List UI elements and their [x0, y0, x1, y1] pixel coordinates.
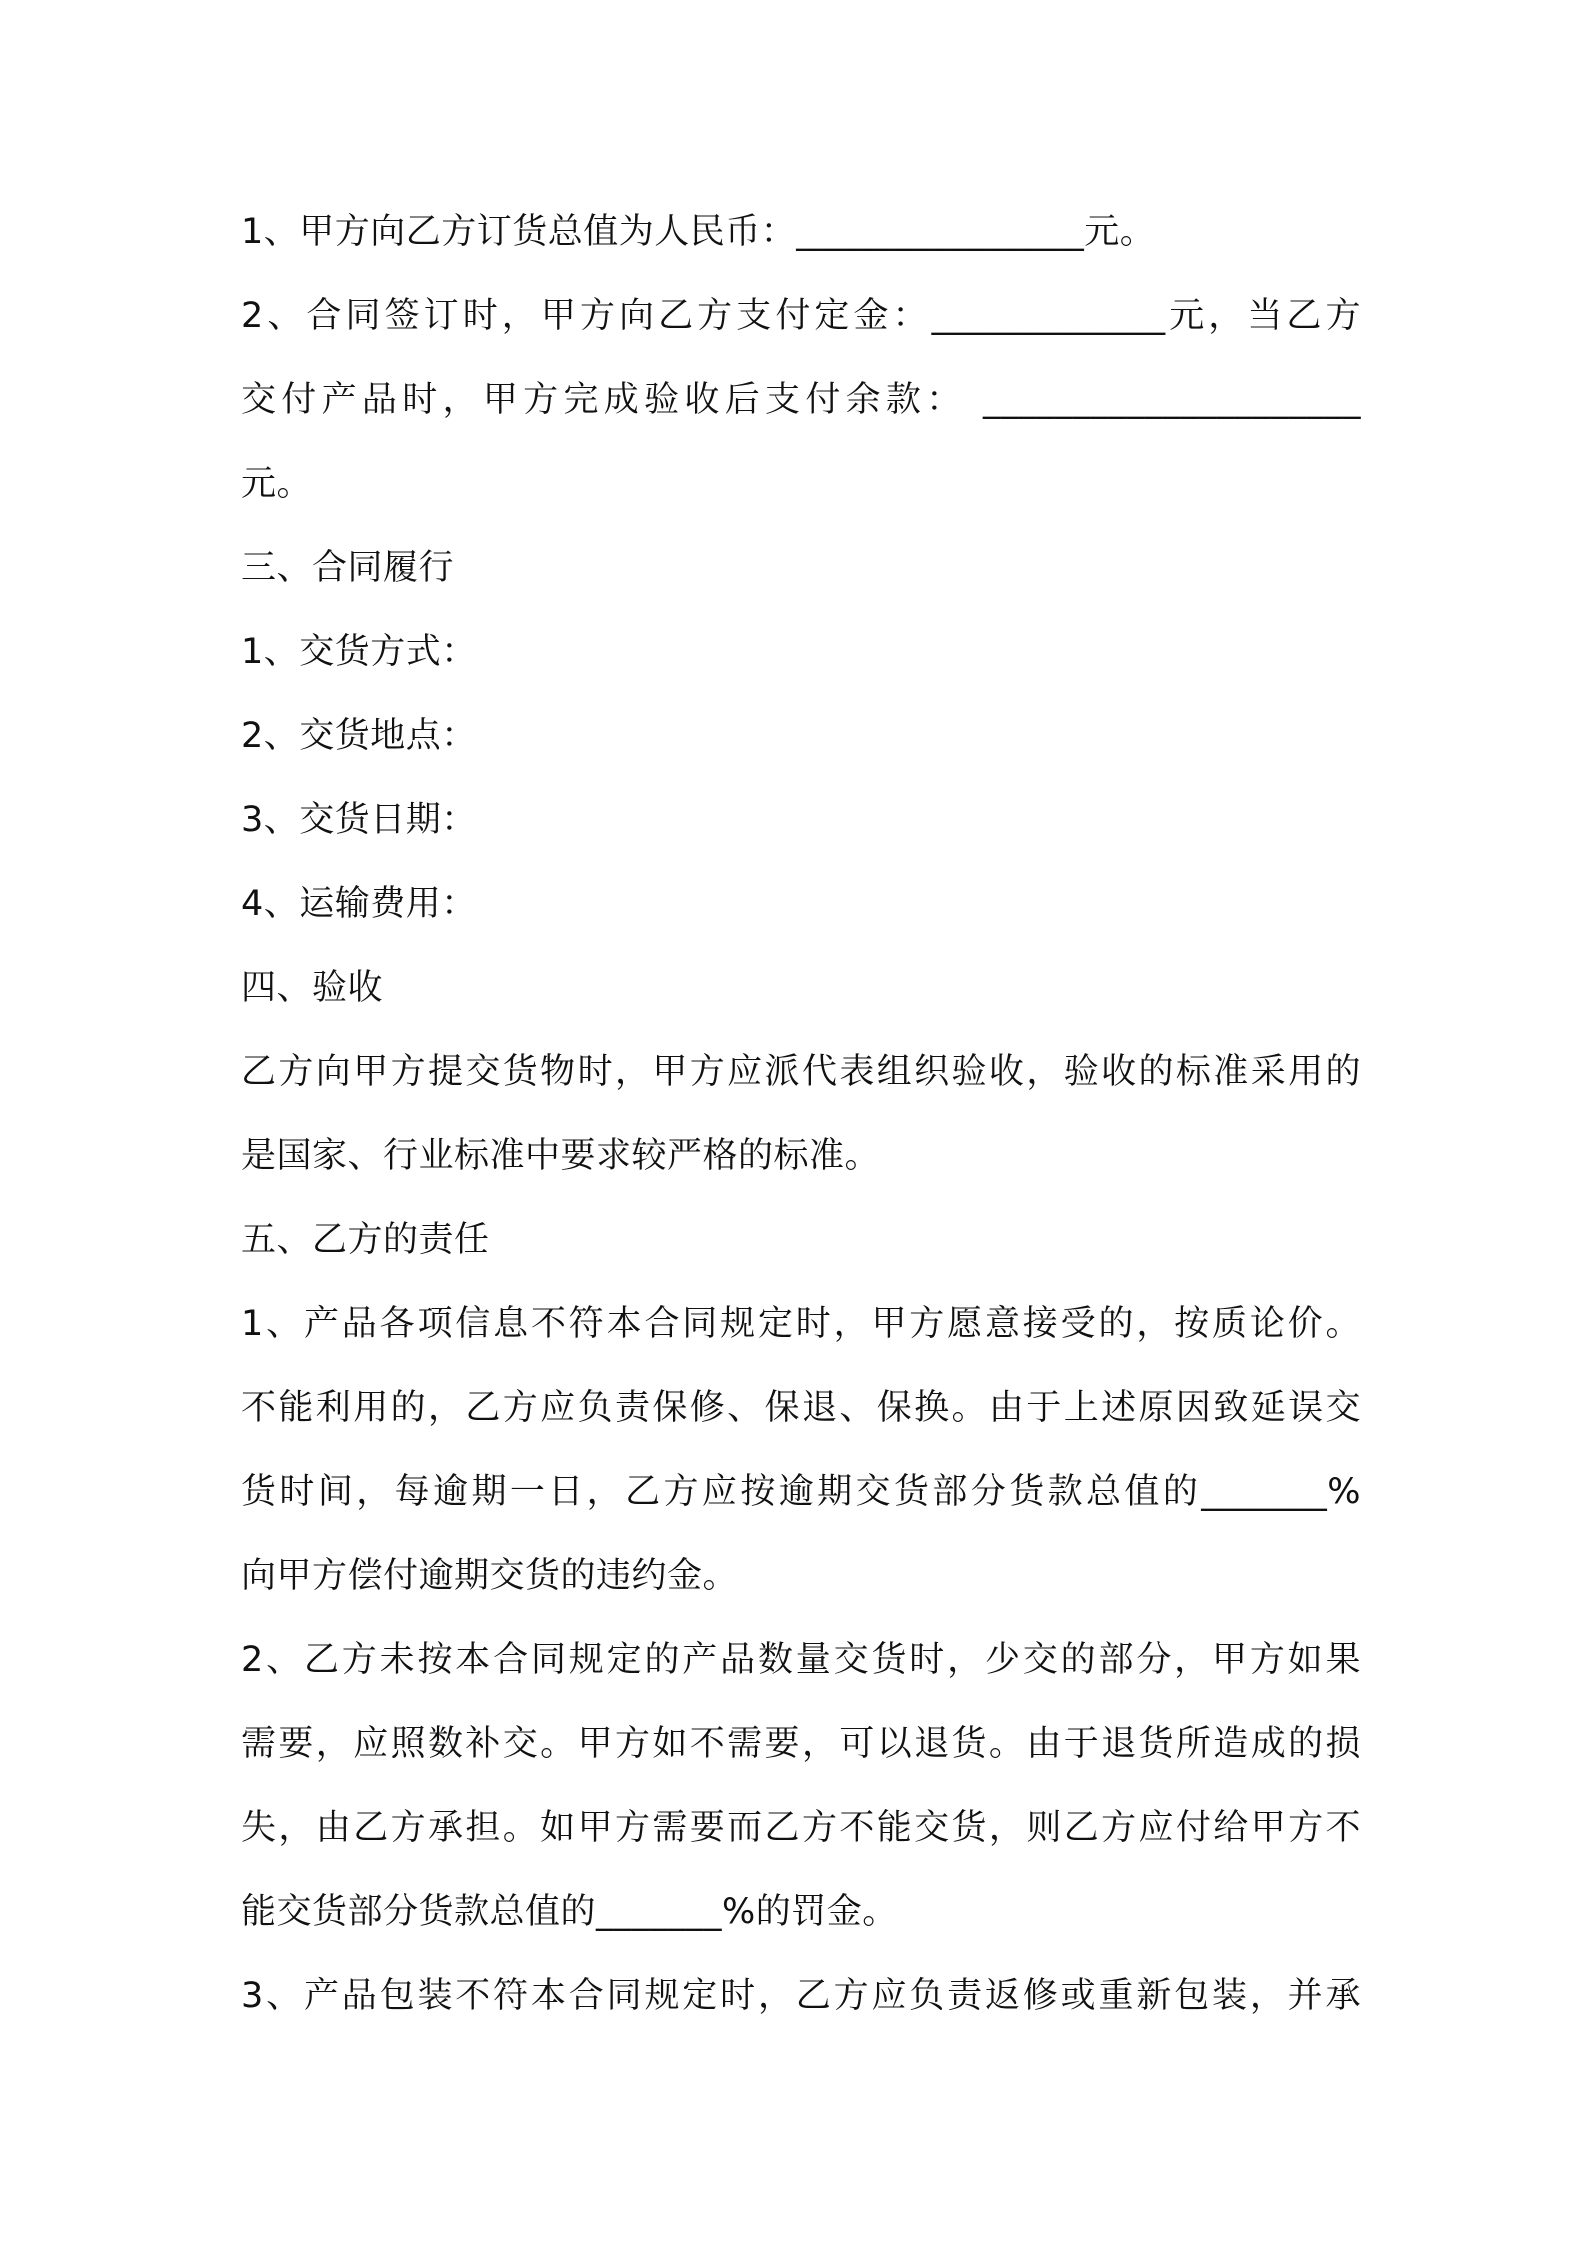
text-line-duty-1a: 1、产品各项信息不符本合同规定时，甲方愿意接受的，按质论价。 [241, 1304, 1361, 1344]
text-line-deposit: 2、合同签订时，甲方向乙方支付定金：_____________元，当乙方 [241, 296, 1361, 336]
text-line-delivery-method: 1、交货方式： [241, 632, 477, 672]
text-line-acceptance-2: 是国家、行业标准中要求较严格的标准。 [241, 1136, 881, 1176]
text-line-payment-total: 1、甲方向乙方订货总值为人民币：________________元。 [241, 212, 1156, 252]
text-line-balance-unit: 元。 [241, 464, 313, 504]
text-line-duty-1c: 货时间，每逾期一日，乙方应按逾期交货部分货款总值的_______% [241, 1472, 1361, 1512]
text-line-balance: 交付产品时，甲方完成验收后支付余款： _____________________ [241, 380, 1361, 420]
text-line-duty-1b: 不能利用的，乙方应负责保修、保退、保换。由于上述原因致延误交 [241, 1388, 1361, 1428]
text-line-duty-2c: 失，由乙方承担。如甲方需要而乙方不能交货，则乙方应付给甲方不 [241, 1808, 1361, 1848]
text-line-duty-2b: 需要，应照数补交。甲方如不需要，可以退货。由于退货所造成的损 [241, 1724, 1361, 1764]
section-heading-acceptance: 四、验收 [241, 968, 384, 1008]
section-heading-party-b-duty: 五、乙方的责任 [241, 1220, 490, 1260]
text-line-duty-3a: 3、产品包装不符本合同规定时，乙方应负责返修或重新包装，并承 [241, 1976, 1361, 2016]
section-heading-performance: 三、合同履行 [241, 548, 455, 588]
text-line-delivery-place: 2、交货地点： [241, 716, 477, 756]
text-line-duty-2d: 能交货部分货款总值的_______%的罚金。 [241, 1892, 898, 1932]
text-line-duty-1d: 向甲方偿付逾期交货的违约金。 [241, 1556, 739, 1596]
text-line-transport-cost: 4、运输费用： [241, 884, 477, 924]
text-line-delivery-date: 3、交货日期： [241, 800, 477, 840]
text-line-acceptance-1: 乙方向甲方提交货物时，甲方应派代表组织验收，验收的标准采用的 [241, 1052, 1361, 1092]
text-line-duty-2a: 2、乙方未按本合同规定的产品数量交货时，少交的部分，甲方如果 [241, 1640, 1361, 1680]
